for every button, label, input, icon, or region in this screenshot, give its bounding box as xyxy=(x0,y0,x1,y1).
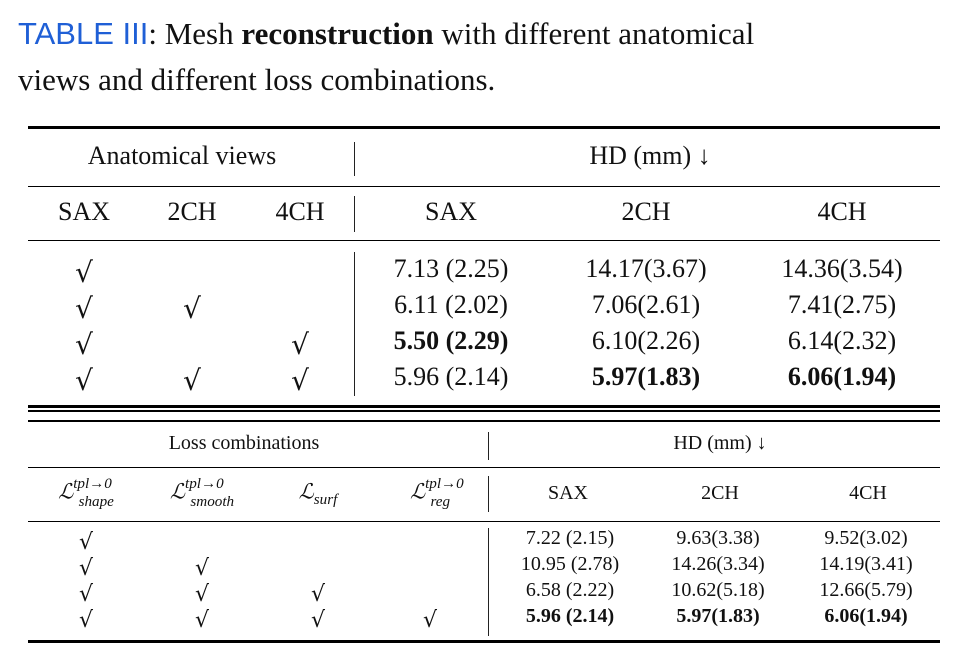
table1-vrule-1 xyxy=(354,142,355,176)
table1-mid-rule xyxy=(28,186,940,187)
table2-cell: 9.52(3.02) xyxy=(824,527,908,549)
table1-col-4ch: 4CH xyxy=(275,197,325,226)
table1-col-hd-2ch: 2CH xyxy=(621,197,671,226)
table1-vrule-2 xyxy=(354,196,355,232)
loss-header xyxy=(32,476,140,511)
table2-cell: 14.19(3.41) xyxy=(819,553,913,575)
table2-top-rule xyxy=(28,420,940,422)
check-mark-icon: √ xyxy=(291,364,309,397)
table1-cell: 5.96 (2.14) xyxy=(393,362,509,391)
table2-cell: 10.95 (2.78) xyxy=(520,553,620,575)
table2-vrule-3 xyxy=(488,528,489,636)
table1-cell: 7.13 (2.25) xyxy=(393,254,509,283)
table1-cell: 6.11 (2.02) xyxy=(394,290,508,319)
caption-text-b: with different anatomical xyxy=(433,16,755,51)
table1-cell: 7.06(2.61) xyxy=(591,290,701,319)
table2-mid-rule xyxy=(28,467,940,468)
table2-header-rule xyxy=(28,521,940,522)
loss-header xyxy=(376,476,484,511)
check-mark-icon: √ xyxy=(78,582,94,607)
table1-bottom-rule-a xyxy=(28,405,940,408)
check-mark-icon: √ xyxy=(75,292,93,325)
table1-cell: 5.97(1.83) xyxy=(591,362,701,391)
table1-group-right: HD (mm) ↓ xyxy=(589,141,711,170)
table2-cell: 9.63(3.38) xyxy=(676,527,760,549)
check-mark-icon: √ xyxy=(75,364,93,397)
caption-label: TABLE III xyxy=(18,16,149,51)
table2-cell: 12.66(5.79) xyxy=(819,579,913,601)
table1-group-left: Anatomical views xyxy=(87,141,277,170)
table2-group-right: HD (mm) ↓ xyxy=(673,432,767,454)
table1-col-2ch: 2CH xyxy=(167,197,217,226)
table1-cell: 5.50 (2.29) xyxy=(393,326,509,355)
check-mark-icon: √ xyxy=(310,582,326,607)
table2-cell: 10.62(5.18) xyxy=(671,579,765,601)
table2-vrule-2 xyxy=(488,476,489,512)
loss-subscript: shape xyxy=(78,494,114,511)
table1-cell: 6.14(2.32) xyxy=(787,326,897,355)
check-mark-icon: √ xyxy=(422,608,438,633)
loss-symbol: ℒ xyxy=(298,479,314,504)
check-mark-icon: √ xyxy=(194,556,210,581)
caption-line-1 xyxy=(18,14,754,54)
table1-col-sax: SAX xyxy=(57,197,110,226)
caption-colon: : xyxy=(148,16,157,51)
table1-cell: 6.10(2.26) xyxy=(591,326,701,355)
table2-group-left: Loss combinations xyxy=(168,432,320,454)
check-mark-icon: √ xyxy=(75,328,93,361)
table1-cell: 6.06(1.94) xyxy=(787,362,897,391)
table1-cell: 14.17(3.67) xyxy=(585,254,707,283)
check-mark-icon: √ xyxy=(310,608,326,633)
loss-symbol: ℒ xyxy=(169,479,186,504)
table2-bottom-rule xyxy=(28,640,940,643)
check-mark-icon: √ xyxy=(183,292,201,325)
loss-symbol: ℒ xyxy=(58,479,74,504)
loss-subscript: reg xyxy=(430,494,451,511)
table1-bottom-rule-b xyxy=(28,410,940,412)
table2-cell: 6.58 (2.22) xyxy=(525,579,615,601)
check-mark-icon: √ xyxy=(78,556,94,581)
loss-symbol: ℒ xyxy=(409,479,426,504)
loss-subscript: smooth xyxy=(190,494,235,511)
loss-superscript: tpl→0 xyxy=(73,476,112,492)
table2-cell: 6.06(1.94) xyxy=(824,605,908,627)
check-mark-icon: √ xyxy=(78,530,94,555)
table1-col-hd-sax: SAX xyxy=(424,197,477,226)
check-mark-icon: √ xyxy=(194,582,210,607)
table2-cell: 5.97(1.83) xyxy=(676,605,760,627)
caption-line-2: views and different loss combinations. xyxy=(18,62,496,97)
table1-top-rule xyxy=(28,126,940,129)
loss-subscript: surf xyxy=(313,491,338,508)
table2-cell: 14.26(3.34) xyxy=(671,553,765,575)
table2-vrule-1 xyxy=(488,432,489,460)
table1-cell: 14.36(3.54) xyxy=(781,254,903,283)
loss-superscript: tpl→0 xyxy=(425,476,464,492)
loss-header xyxy=(148,476,256,511)
check-mark-icon: √ xyxy=(291,328,309,361)
caption-text-a: Mesh xyxy=(156,16,242,51)
check-mark-icon: √ xyxy=(78,608,94,633)
check-mark-icon: √ xyxy=(75,256,93,289)
check-mark-icon: √ xyxy=(183,364,201,397)
table2-cell: 7.22 (2.15) xyxy=(525,527,615,549)
caption-bold: reconstruction xyxy=(241,16,434,51)
table2-col-hd-sax: SAX xyxy=(547,482,588,504)
table1-header-rule xyxy=(28,240,940,241)
table2-cell: 5.96 (2.14) xyxy=(525,605,615,627)
loss-header xyxy=(264,476,372,509)
check-mark-icon: √ xyxy=(194,608,210,633)
table1-cell: 7.41(2.75) xyxy=(787,290,897,319)
table2-col-hd-2ch: 2CH xyxy=(701,482,739,504)
table1-col-hd-4ch: 4CH xyxy=(817,197,867,226)
table2-col-hd-4ch: 4CH xyxy=(849,482,887,504)
table1-vrule-3 xyxy=(354,252,355,396)
loss-superscript: tpl→0 xyxy=(185,476,224,492)
